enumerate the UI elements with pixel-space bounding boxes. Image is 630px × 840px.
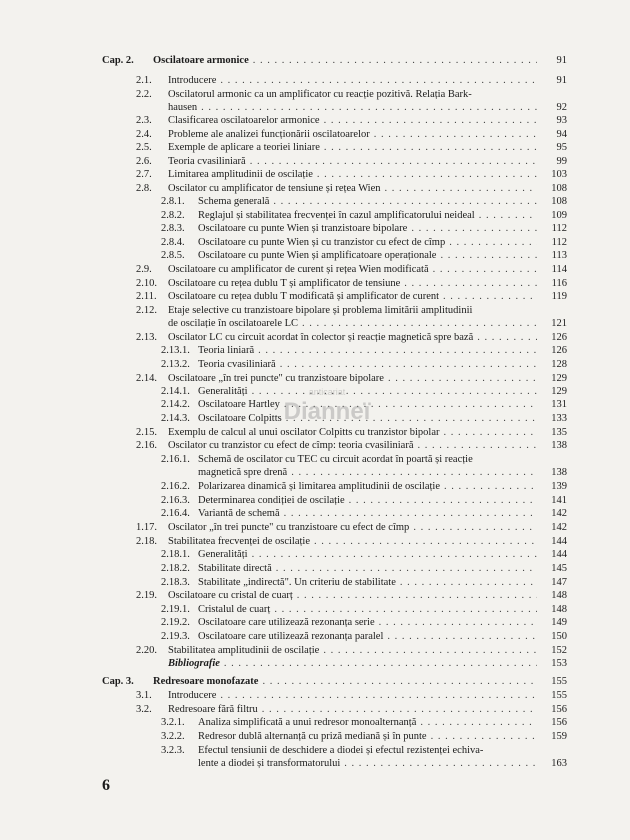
toc-page-number: 135 [551, 427, 567, 438]
toc-page-number: 147 [551, 577, 567, 588]
toc-entry-title: Oscilatoare cu punte Wien și cu tranzistor cu efect de cîmp [198, 237, 446, 248]
toc-entry-number: 2.4. [136, 129, 152, 140]
toc-entry-number: 2.3. [136, 115, 152, 126]
toc-page-number: 138 [551, 467, 567, 478]
toc-dot-leader [224, 657, 537, 671]
toc-entry [0, 195, 630, 209]
toc-entry [0, 589, 630, 603]
toc-entry [0, 494, 630, 508]
toc-page-number: 156 [551, 704, 567, 715]
toc-entry [0, 263, 630, 277]
toc-entry-title: Generalități [198, 386, 248, 397]
toc-dot-leader [404, 277, 537, 291]
toc-entry [0, 128, 630, 142]
toc-entry-title: Oscilator cu amplificator de tensiune și rețea Wien [168, 183, 381, 194]
watermark-text: Dianneï [283, 398, 371, 425]
toc-entry-number: 2.14. [136, 373, 157, 384]
toc-page-number: 152 [551, 645, 567, 656]
toc-entry [0, 290, 630, 304]
toc-entry-number: 2.13.1. [161, 345, 190, 356]
toc-dot-leader [314, 535, 537, 549]
toc-dot-leader [258, 344, 537, 358]
toc-entry-title: Redresoare fără filtru [168, 704, 258, 715]
toc-entry [0, 576, 630, 590]
toc-entry-number: 2.18.3. [161, 577, 190, 588]
toc-page-number: 129 [551, 373, 567, 384]
toc-entry-number: 2.8.1. [161, 196, 185, 207]
toc-entry-number: 2.10. [136, 278, 157, 289]
toc-entry-title: Introducere [168, 690, 217, 701]
toc-page-number: 103 [551, 169, 567, 180]
toc-entry-title: Variantă de schemă [198, 508, 280, 519]
toc-dot-leader [444, 480, 537, 494]
toc-dot-leader [302, 317, 537, 331]
toc-entry-title: magnetică spre drenă [198, 467, 288, 478]
toc-page-number: 128 [551, 359, 567, 370]
toc-page-number: 116 [551, 278, 567, 289]
toc-entry-title: Teoria cvasiliniară [198, 359, 276, 370]
toc-entry-title: Bibliografie [168, 658, 220, 669]
toc-dot-leader [477, 331, 537, 345]
toc-page-number: 150 [551, 631, 567, 642]
toc-entry-title: Exemple de aplicare a teoriei liniare [168, 142, 320, 153]
toc-entry-title: Oscilator cu tranzistor cu efect de cîmp: teoria cvasiliniară [168, 440, 414, 451]
toc-entry-number: 2.16. [136, 440, 157, 451]
toc-page-number: 114 [551, 264, 567, 275]
toc-entry-title: Oscilatoare cu cristal de cuarț [168, 590, 293, 601]
toc-page-number: 156 [551, 717, 567, 728]
toc-dot-leader [379, 616, 537, 630]
toc-page-number: 112 [551, 223, 567, 234]
toc-entry [0, 101, 630, 115]
toc-entry-number: 2.19.3. [161, 631, 190, 642]
toc-entry-number: 2.12. [136, 305, 157, 316]
toc-dot-leader [274, 603, 537, 617]
toc-dot-leader [417, 439, 537, 453]
toc-entry-number: 2.16.3. [161, 495, 190, 506]
toc-page-number: 142 [551, 508, 567, 519]
toc-entry [0, 644, 630, 658]
toc-page-number: 119 [551, 291, 567, 302]
toc-entry-title: Redresor dublă alternanță cu priză mediană și în punte [198, 731, 427, 742]
toc-dot-leader [449, 236, 537, 250]
toc-entry [0, 182, 630, 196]
toc-entry-title: Oscilatoare care utilizează rezonanța paralel [198, 631, 384, 642]
toc-entry-title: Oscilatorul armonic ca un amplificator cu reacție pozitivă. Relația Bark- [168, 89, 472, 100]
toc-entry [0, 317, 630, 331]
toc-entry [0, 630, 630, 644]
toc-entry-number: 2.14.2. [161, 399, 190, 410]
toc-page-number: 144 [551, 536, 567, 547]
toc-entry [0, 114, 630, 128]
toc-entry [0, 236, 630, 250]
toc-chapter-entry [0, 675, 630, 689]
toc-dot-leader [252, 548, 537, 562]
toc-entry [0, 757, 630, 771]
toc-entry-title: de oscilație în oscilatoarele LC [168, 318, 299, 329]
toc-page-number: 141 [551, 495, 567, 506]
toc-entry-number: 2.8. [136, 183, 152, 194]
toc-page-number: 113 [551, 250, 567, 261]
toc-dot-leader [411, 222, 537, 236]
toc-entry-title: Oscilatoare Hartley [198, 399, 280, 410]
toc-entry-number: 2.20. [136, 645, 157, 656]
toc-entry-number: 2.16.2. [161, 481, 190, 492]
toc-entry-number: Cap. 3. [102, 676, 134, 687]
toc-entry-number: 2.14.3. [161, 413, 190, 424]
toc-chapter-entry [0, 54, 630, 68]
toc-entry-number: 2.8.3. [161, 223, 185, 234]
toc-page-number: 99 [556, 156, 567, 167]
page-number: 6 [102, 777, 110, 794]
toc-entry-title: Oscilatoare cu punte Wien și amplificatoare operaționale [198, 250, 437, 261]
toc-entry-title: lente a diodei și transformatorului [198, 758, 341, 769]
toc-page-number: 133 [551, 413, 567, 424]
toc-page-number: 139 [551, 481, 567, 492]
toc-page-number: 145 [551, 563, 567, 574]
toc-page-number: 149 [551, 617, 567, 628]
toc-entry-title: Stabilitate „indirectă". Un criteriu de stabilitate [198, 577, 396, 588]
toc-entry-number: 2.16.1. [161, 454, 190, 465]
toc-entry-title: Etaje selective cu tranzistoare bipolare și problema limitării amplitudinii [168, 305, 473, 316]
toc-dot-leader [443, 290, 537, 304]
toc-entry [0, 141, 630, 155]
toc-dot-leader [201, 101, 537, 115]
toc-dot-leader [443, 426, 537, 440]
toc-entry-number: 2.15. [136, 427, 157, 438]
toc-entry-title: Stabilitatea amplitudinii de oscilație [168, 645, 320, 656]
toc-page-number: 93 [556, 115, 567, 126]
toc-entry-number: 2.5. [136, 142, 152, 153]
toc-entry [0, 744, 630, 758]
toc-entry-title: Probleme ale analizei funcționării oscilatoarelor [168, 129, 370, 140]
toc-dot-leader [433, 263, 537, 277]
toc-entry [0, 535, 630, 549]
toc-entry-title: Efectul tensiunii de deschidere a diodei și efectul rezistenței echiva- [198, 745, 484, 756]
toc-entry-number: 2.9. [136, 264, 152, 275]
toc-page-number: 148 [551, 590, 567, 601]
toc-page-number: 109 [551, 210, 567, 221]
toc-entry-number: 2.11. [136, 291, 157, 302]
toc-dot-leader [250, 155, 537, 169]
toc-dot-leader [280, 358, 537, 372]
toc-entry-title: Exemplu de calcul al unui oscilator Colpitts cu tranzistor bipolar [168, 427, 440, 438]
toc-dot-leader [388, 372, 537, 386]
toc-entry [0, 277, 630, 291]
toc-dot-leader [413, 521, 537, 535]
toc-dot-leader [284, 507, 537, 521]
toc-page-number: 95 [556, 142, 567, 153]
toc-entry-number: 2.18.1. [161, 549, 190, 560]
toc-entry-number: 3.2.2. [161, 731, 185, 742]
toc-dot-leader [297, 589, 537, 603]
toc-page-number: 131 [551, 399, 567, 410]
toc-entry-title: Oscilator „în trei puncte" cu tranzistoare cu efect de cîmp [168, 522, 410, 533]
toc-entry-title: Teoria cvasiliniară [168, 156, 246, 167]
toc-entry [0, 521, 630, 535]
toc-entry-number: 3.2.1. [161, 717, 185, 728]
toc-page-number: 108 [551, 183, 567, 194]
toc-entry-title: Determinarea condiției de oscilație [198, 495, 345, 506]
toc-entry-title: Cristalul de cuarț [198, 604, 271, 615]
toc-page-number: 94 [556, 129, 567, 140]
toc-entry [0, 548, 630, 562]
toc-page-number: 142 [551, 522, 567, 533]
toc-entry [0, 480, 630, 494]
toc-page-number: 108 [551, 196, 567, 207]
toc-page-number: 144 [551, 549, 567, 560]
toc-entry [0, 209, 630, 223]
toc-dot-leader [276, 562, 537, 576]
toc-page-number: 159 [551, 731, 567, 742]
toc-dot-leader [273, 195, 537, 209]
toc-page-number: 91 [556, 55, 567, 66]
toc-entry-title: Oscilatoare Colpitts [198, 413, 282, 424]
toc-entry-number: 3.1. [136, 690, 152, 701]
toc-entry-number: 2.8.5. [161, 250, 185, 261]
toc-dot-leader [431, 730, 537, 744]
toc-entry [0, 155, 630, 169]
toc-page-number: 129 [551, 386, 567, 397]
toc-entry [0, 344, 630, 358]
toc-entry [0, 331, 630, 345]
toc-entry [0, 603, 630, 617]
toc-page-number: 153 [551, 658, 567, 669]
toc-dot-leader [400, 576, 537, 590]
toc-dot-leader [344, 757, 537, 771]
toc-entry-number: 2.8.2. [161, 210, 185, 221]
toc-dot-leader [317, 168, 537, 182]
toc-entry-number: 2.18. [136, 536, 157, 547]
toc-entry-number: 1.17. [136, 522, 157, 533]
toc-dot-leader [374, 128, 537, 142]
toc-entry-number: 2.8.4. [161, 237, 185, 248]
toc-entry-number: 2.16.4. [161, 508, 190, 519]
toc-entry-title: Analiza simplificată a unui redresor monoalternanță [198, 717, 417, 728]
toc-entry [0, 168, 630, 182]
toc-entry-title: Polarizarea dinamică și limitarea amplitudinii de oscilație [198, 481, 440, 492]
toc-dot-leader [262, 703, 537, 717]
toc-entry-title: Oscilator LC cu circuit acordat în colector și reacție magnetică spre bază [168, 332, 474, 343]
toc-entry-number: 2.1. [136, 75, 152, 86]
toc-entry [0, 716, 630, 730]
toc-entry-title: Stabilitate directă [198, 563, 272, 574]
toc-page-number: 155 [551, 690, 567, 701]
toc-dot-leader [291, 466, 537, 480]
toc-dot-leader [220, 689, 537, 703]
toc-entry-number: 2.7. [136, 169, 152, 180]
toc-dot-leader [420, 716, 537, 730]
toc-entry [0, 304, 630, 318]
toc-entry [0, 249, 630, 263]
toc-entry-number: 2.19. [136, 590, 157, 601]
toc-page-number: 92 [556, 102, 567, 113]
toc-entry-title: Limitarea amplitudinii de oscilație [168, 169, 313, 180]
toc-page-number: 155 [551, 676, 567, 687]
toc-page-number: 112 [551, 237, 567, 248]
toc-entry [0, 703, 630, 717]
toc-entry-title: Reglajul și stabilitatea frecvenței în cazul amplificatorului neideal [198, 210, 475, 221]
toc-dot-leader [220, 74, 537, 88]
toc-entry [0, 74, 630, 88]
toc-entry-number: 3.2.3. [161, 745, 185, 756]
toc-entry [0, 657, 630, 671]
toc-dot-leader [262, 675, 537, 689]
toc-entry [0, 222, 630, 236]
toc-entry-title: hausen [168, 102, 198, 113]
toc-entry [0, 616, 630, 630]
toc-entry-number: 2.18.2. [161, 563, 190, 574]
toc-entry-number: 3.2. [136, 704, 152, 715]
toc-entry-title: Oscilatoare „în trei puncte" cu tranzistoare bipolare [168, 373, 384, 384]
toc-dot-leader [387, 630, 537, 644]
watermark-small-text: anticariat [308, 387, 346, 397]
toc-entry-title: Oscilatoare cu rețea dublu T și amplificator de tensiune [168, 278, 401, 289]
toc-entry-number: Cap. 2. [102, 55, 134, 66]
toc-page-number: 121 [551, 318, 567, 329]
toc-entry-number: 2.19.1. [161, 604, 190, 615]
toc-page-number: 148 [551, 604, 567, 615]
toc-dot-leader [324, 114, 537, 128]
toc-entry-title: Oscilatoare armonice [153, 55, 249, 66]
toc-dot-leader [323, 644, 537, 658]
toc-entry [0, 730, 630, 744]
toc-entry-number: 2.14.1. [161, 386, 190, 397]
toc-entry-title: Clasificarea oscilatoarelor armonice [168, 115, 320, 126]
toc-entry-title: Oscilatoare cu rețea dublu T modificată și amplificator de curent [168, 291, 440, 302]
toc-entry [0, 689, 630, 703]
toc-entry-number: 2.13.2. [161, 359, 190, 370]
toc-entry-title: Oscilatoare cu punte Wien și tranzistoare bipolare [198, 223, 408, 234]
toc-entry [0, 507, 630, 521]
toc-entry [0, 88, 630, 102]
toc-entry-title: Oscilatoare cu amplificator de curent și rețea Wien modificată [168, 264, 429, 275]
toc-page-number: 126 [551, 332, 567, 343]
toc-page-number: 91 [556, 75, 567, 86]
toc-entry [0, 466, 630, 480]
toc-dot-leader [324, 141, 537, 155]
toc-dot-leader [385, 182, 537, 196]
toc-entry-title: Introducere [168, 75, 217, 86]
toc-entry-title: Generalități [198, 549, 248, 560]
toc-dot-leader [349, 494, 537, 508]
toc-entry-title: Schemă de oscilator cu TEC cu circuit acordat în poartă și reacție [198, 454, 473, 465]
toc-entry [0, 439, 630, 453]
toc-entry-number: 2.2. [136, 89, 152, 100]
toc-page-number: 163 [551, 758, 567, 769]
toc-entry-title: Teoria liniară [198, 345, 255, 356]
toc-entry [0, 358, 630, 372]
toc-dot-leader [440, 249, 537, 263]
toc-page-number: 126 [551, 345, 567, 356]
toc-page-number: 138 [551, 440, 567, 451]
toc-entry-title: Stabilitatea frecvenței de oscilație [168, 536, 310, 547]
toc-dot-leader [479, 209, 537, 223]
toc-entry [0, 562, 630, 576]
toc-entry-title: Redresoare monofazate [153, 676, 259, 687]
toc-dot-leader [253, 54, 537, 68]
toc-entry-number: 2.13. [136, 332, 157, 343]
toc-entry [0, 453, 630, 467]
toc-entry-number: 2.19.2. [161, 617, 190, 628]
toc-entry-number: 2.6. [136, 156, 152, 167]
toc-entry-title: Oscilatoare care utilizează rezonanța serie [198, 617, 375, 628]
toc-entry-title: Schema generală [198, 196, 270, 207]
toc-entry [0, 372, 630, 386]
